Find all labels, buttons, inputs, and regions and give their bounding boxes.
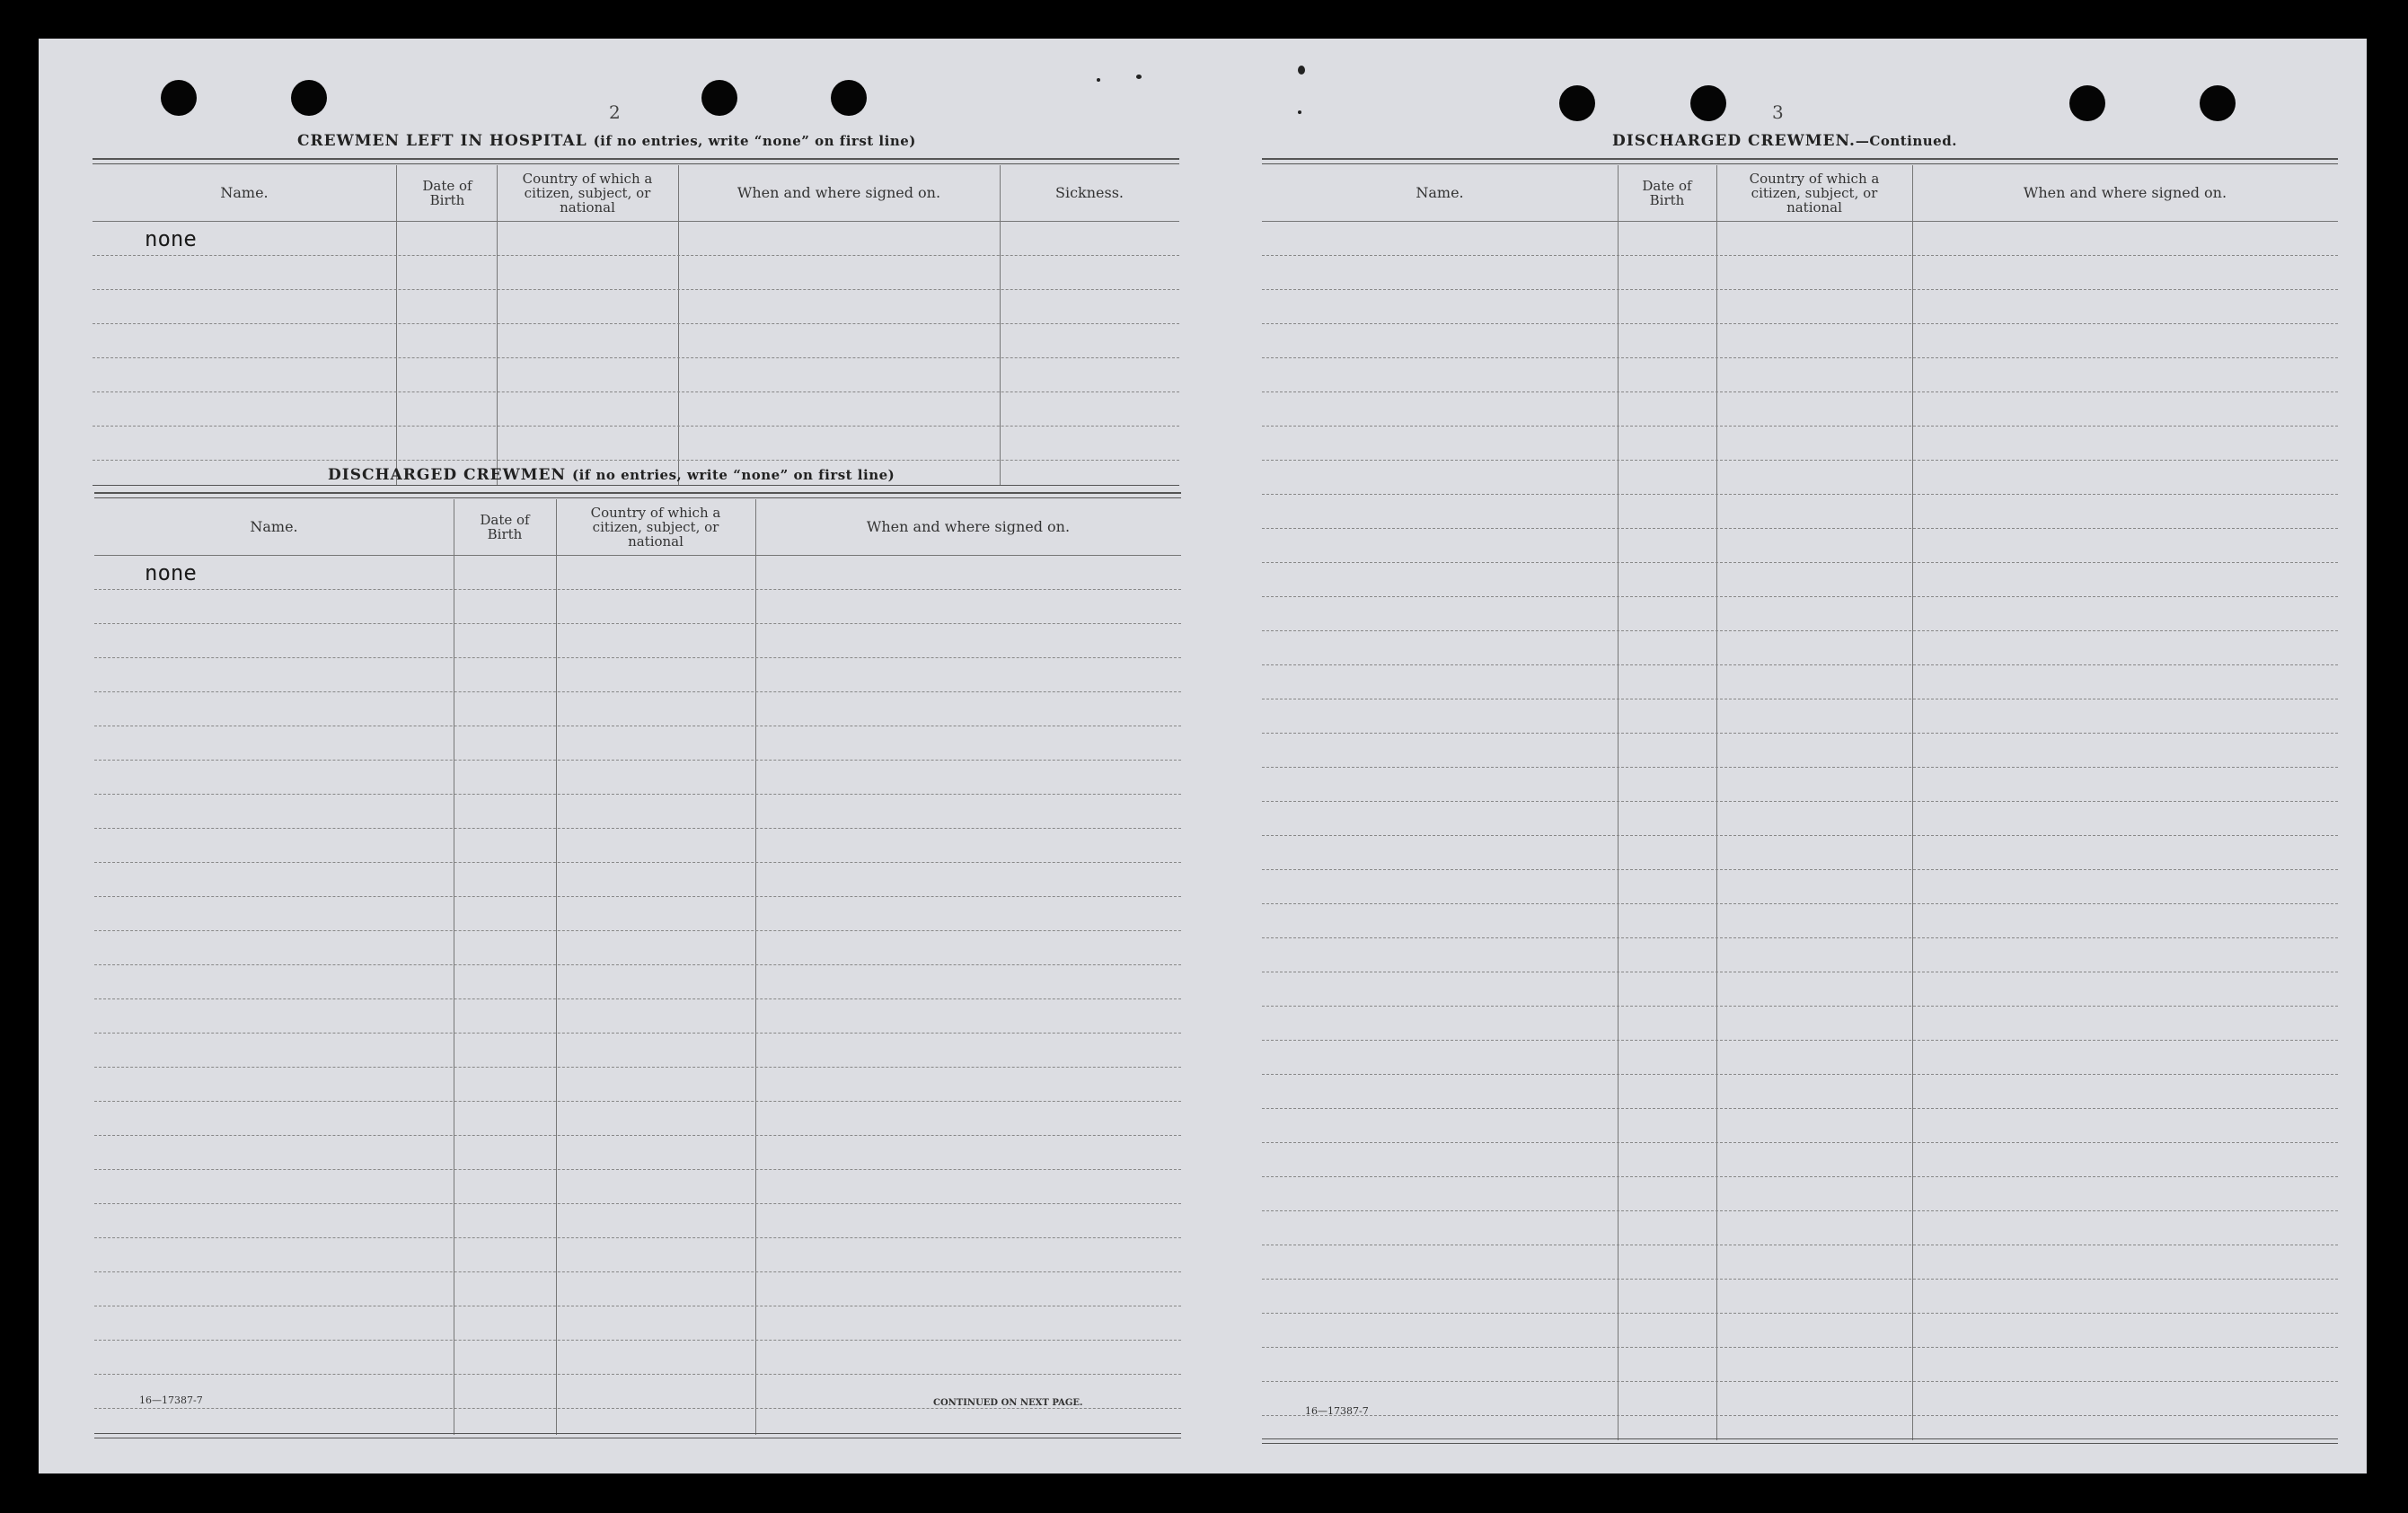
speck — [1097, 78, 1100, 82]
punch-hole — [291, 80, 327, 116]
discharged-continued-title — [1612, 132, 1957, 150]
speck — [1136, 75, 1142, 79]
col-header-country: Country of which a citizen, subject, or national — [590, 505, 721, 550]
col-header-name: Name. — [1416, 184, 1464, 201]
hospital-subtitle: (if no entries, write “none” on first line) — [593, 133, 916, 149]
discharged-subtitle: (if no entries, write “none” on first line) — [571, 467, 895, 483]
col-header-name: Name. — [220, 184, 269, 201]
hospital-entry-name: none — [145, 226, 197, 251]
discharged-title: DISCHARGED CREWMEN — [328, 466, 567, 484]
punch-hole — [701, 80, 737, 116]
col-header-date-of-birth: Date of Birth — [422, 178, 472, 208]
punch-hole — [1690, 85, 1726, 121]
col-header-date-of-birth: Date of Birth — [1642, 178, 1692, 208]
discharged-entry-name: none — [145, 560, 197, 585]
hospital-section-title — [297, 132, 916, 150]
col-header-date-of-birth: Date of Birth — [480, 512, 530, 542]
punch-hole — [2069, 85, 2105, 121]
col-header-country: Country of which a citizen, subject, or national — [522, 171, 653, 216]
discharged-table-left — [94, 492, 1181, 1444]
form-number-right: 16—17387-7 — [1305, 1405, 1369, 1417]
discharged-table-right — [1262, 158, 2338, 1444]
punch-hole — [831, 80, 867, 116]
hospital-table — [93, 158, 1179, 487]
col-header-signed-on: When and where signed on. — [2023, 184, 2227, 201]
punch-hole — [161, 80, 197, 116]
discharged-continued-heading: DISCHARGED CREWMEN. — [1612, 132, 1856, 150]
col-header-signed-on: When and where signed on. — [737, 184, 941, 201]
speck — [1298, 66, 1305, 75]
continued-note: CONTINUED ON NEXT PAGE. — [933, 1398, 1083, 1408]
punch-hole — [2200, 85, 2236, 121]
document-sheet — [39, 39, 2367, 1473]
hospital-title: CREWMEN LEFT IN HOSPITAL — [297, 132, 587, 150]
form-number-left: 16—17387-7 — [139, 1394, 203, 1406]
page-number-right: 3 — [1772, 101, 1784, 123]
punch-hole — [1559, 85, 1595, 121]
speck — [1298, 110, 1301, 114]
col-header-country: Country of which a citizen, subject, or national — [1749, 171, 1880, 216]
col-header-sickness: Sickness. — [1054, 184, 1124, 201]
discharged-section-title — [328, 466, 895, 484]
page-number-left: 2 — [609, 101, 621, 123]
continued-label: —Continued. — [1855, 133, 1957, 149]
col-header-name: Name. — [250, 518, 298, 535]
col-header-signed-on: When and where signed on. — [866, 518, 1071, 535]
